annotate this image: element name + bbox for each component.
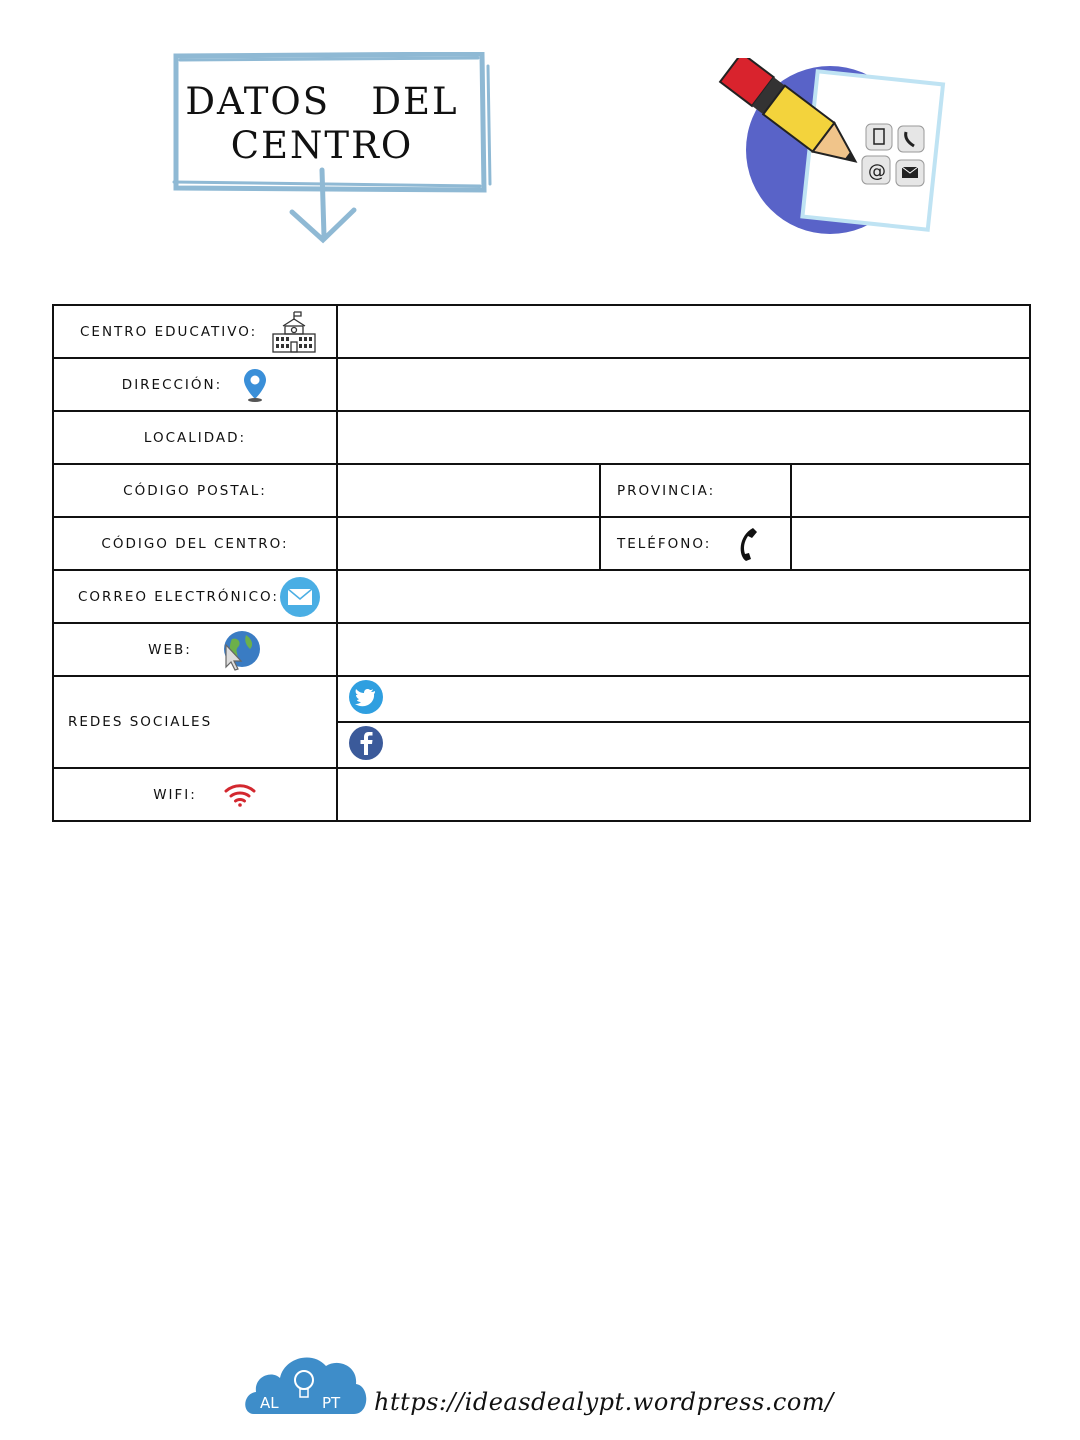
facebook-field[interactable] [337, 722, 1030, 768]
envelope-icon [279, 576, 321, 618]
correo-field[interactable] [337, 570, 1030, 623]
school-building-icon [271, 310, 317, 354]
codigo-centro-field[interactable] [337, 517, 600, 570]
wifi-label: WIFI: [153, 786, 197, 803]
table-row [53, 517, 1030, 570]
label-cell [53, 305, 337, 358]
label-cell [53, 623, 337, 676]
codigo-centro-label: CÓDIGO DEL CENTRO: [101, 535, 289, 552]
at-icon [862, 156, 890, 184]
table-row [53, 358, 1030, 411]
table-row [53, 305, 1030, 358]
web-label: WEB: [148, 641, 192, 658]
table-row [53, 676, 1030, 722]
globe-cursor-icon [220, 629, 262, 671]
location-pin-icon [242, 367, 268, 403]
direccion-field[interactable] [337, 358, 1030, 411]
table-row [53, 411, 1030, 464]
school-data-form [52, 304, 1031, 822]
label-cell [53, 358, 337, 411]
provincia-field[interactable] [791, 464, 1030, 517]
facebook-icon [348, 725, 384, 761]
logo-text-al: AL [260, 1394, 279, 1412]
correo-label: CORREO ELECTRÓNICO: [78, 588, 279, 605]
provincia-label: PROVINCIA: [617, 482, 716, 499]
table-row [53, 768, 1030, 821]
direccion-label: DIRECCIÓN: [121, 376, 223, 393]
contact-illustration [718, 58, 948, 234]
centro-educativo-field[interactable] [337, 305, 1030, 358]
web-field[interactable] [337, 623, 1030, 676]
title-line-1: DATOS DEL [185, 80, 459, 123]
redes-sociales-label: REDES SOCIALES [68, 714, 213, 730]
label-cell [53, 464, 337, 517]
table-row [53, 623, 1030, 676]
phone-small-icon [898, 126, 924, 152]
label-cell [53, 517, 337, 570]
title-line-2: CENTRO [230, 124, 414, 167]
wifi-icon [223, 781, 257, 809]
telefono-label: TELÉFONO: [617, 535, 712, 552]
title-sign [172, 52, 490, 194]
footer [242, 1344, 834, 1424]
mobile-icon [866, 124, 892, 150]
telefono-field[interactable] [791, 517, 1030, 570]
page-title [172, 80, 472, 168]
twitter-field[interactable] [337, 676, 1030, 722]
label-cell [53, 676, 337, 768]
website-url[interactable]: https://ideasdealypt.wordpress.com/ [374, 1388, 834, 1416]
codigo-postal-label: CÓDIGO POSTAL: [123, 482, 267, 499]
label-cell [53, 411, 337, 464]
mail-small-icon [896, 160, 924, 186]
codigo-postal-field[interactable] [337, 464, 600, 517]
table-row [53, 570, 1030, 623]
table-row [53, 464, 1030, 517]
twitter-icon [348, 679, 384, 715]
logo-text-pt: PT [322, 1394, 341, 1412]
wifi-field[interactable] [337, 768, 1030, 821]
localidad-label: LOCALIDAD: [143, 429, 247, 446]
label-cell [600, 517, 791, 570]
localidad-field[interactable] [337, 411, 1030, 464]
label-cell [53, 570, 337, 623]
svg-text:@: @ [868, 161, 886, 182]
cloud-logo-icon [242, 1344, 372, 1424]
label-cell [53, 768, 337, 821]
label-cell [600, 464, 791, 517]
centro-educativo-label: CENTRO EDUCATIVO: [80, 323, 258, 340]
phone-icon [735, 526, 759, 562]
